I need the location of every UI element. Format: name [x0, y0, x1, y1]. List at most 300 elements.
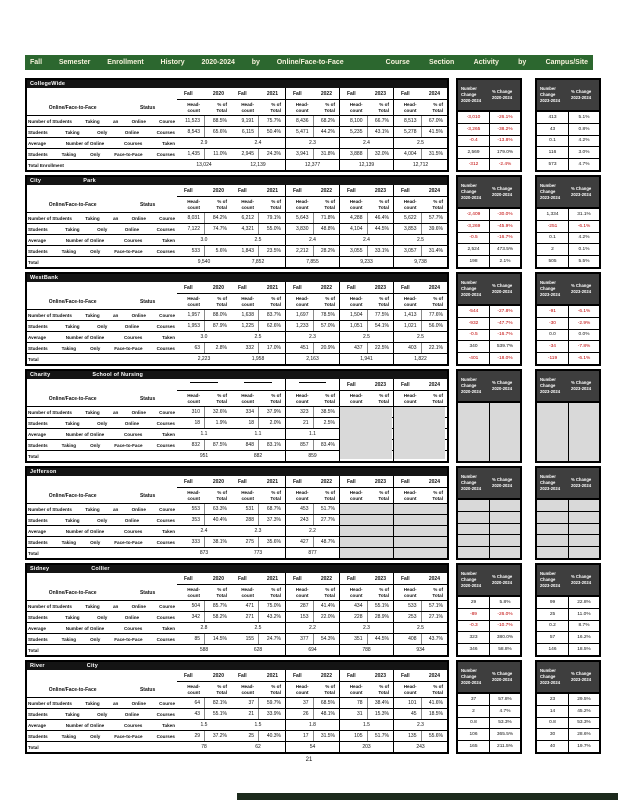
change-row [537, 112, 599, 123]
headcount-header-line: count [187, 592, 200, 598]
pct-value: 18.5% [421, 709, 448, 719]
pct-value: 68.5% [313, 698, 340, 708]
row-label-word: Course [159, 215, 175, 221]
data-group [393, 257, 447, 267]
pct-header-line: Total [378, 495, 389, 501]
pct-value: 59.7% [258, 698, 285, 708]
data-group [231, 235, 285, 245]
data-group [177, 246, 231, 256]
year-label [177, 282, 231, 294]
headcount-header-line: count [349, 107, 363, 113]
data-group [393, 116, 447, 126]
number-change-value: 146 [548, 647, 557, 653]
year-subheader-group [285, 682, 339, 697]
headcount-value: 1,413 [403, 312, 417, 318]
pct-value: 68.2% [313, 116, 340, 126]
pct-value: 88.5% [204, 116, 231, 126]
change-row [537, 243, 599, 255]
subheader-row [27, 391, 447, 407]
change-panel-header [458, 565, 520, 597]
missing-change-cell [537, 535, 568, 546]
row-label-word: Only [97, 711, 108, 717]
change-row [458, 158, 520, 170]
row-label-word: Online [124, 420, 140, 426]
year-term: Fall [347, 90, 356, 97]
year-term: Fall [401, 90, 410, 97]
row-label [27, 257, 177, 267]
data-group [285, 332, 339, 342]
headcount-value: 37 [248, 700, 254, 706]
year-label [177, 379, 231, 391]
headcount-value: 3,057 [403, 248, 417, 254]
number-change-header-line: Number [540, 474, 556, 480]
number-change-header-line: Change [461, 189, 477, 195]
pct-header-line: % of [217, 101, 227, 107]
number-change-header-line: Change [540, 480, 556, 486]
campus-name-word: WestBank [30, 275, 59, 281]
pct-value: 27.1% [421, 612, 448, 622]
headcount-value: 63 [194, 345, 200, 351]
enrollment-table [25, 369, 449, 463]
pct-value: 62.6% [258, 321, 285, 331]
change-panel [535, 563, 601, 657]
value-cell: 951 [199, 453, 209, 459]
title-word: Course [385, 59, 410, 66]
pct-value: 31.8% [313, 149, 340, 159]
data-group [231, 634, 285, 644]
change-row [458, 112, 520, 123]
number-change-value: 14 [549, 708, 556, 714]
table-row [27, 331, 447, 342]
change-row [458, 243, 520, 255]
headcount-header [394, 682, 421, 697]
row-label [27, 321, 177, 331]
year-value: 2020 [212, 478, 224, 485]
row-label-word: Taking [61, 248, 77, 254]
row-label [27, 698, 177, 708]
data-group [177, 160, 231, 170]
year-term: Fall [347, 381, 356, 388]
data-group [231, 709, 285, 719]
table-row [27, 159, 447, 170]
year-term: Fall [401, 187, 410, 194]
number-change-header-line: Change [461, 383, 477, 389]
pct-header-line: % of [325, 101, 335, 107]
table-row [27, 116, 447, 126]
pct-value: 58.2% [204, 612, 231, 622]
headcount-header-line: count [241, 204, 254, 210]
year-subheader-group [393, 391, 447, 406]
row-label-word: Number of Online [65, 237, 105, 243]
number-change-header-line: Number [461, 86, 477, 92]
pct-header [204, 391, 231, 406]
title-word: by [251, 59, 260, 66]
pct-value: 46.4% [367, 213, 394, 223]
pct-change-value: 539.7% [489, 341, 520, 352]
row-label-word: an [112, 215, 119, 221]
campus-name-word: School of Nursing [92, 372, 144, 378]
data-group [231, 440, 285, 450]
data-group [231, 742, 285, 752]
campus-section [25, 175, 600, 269]
row-label-word: Taking [61, 442, 77, 448]
pct-change-value: 19.7% [568, 741, 599, 752]
data-group [285, 149, 339, 159]
number-change-header-line: Change [461, 92, 477, 98]
pct-header-line: Total [270, 689, 281, 695]
value-cell: 2.2 [309, 528, 316, 534]
row-label-word: an [112, 118, 119, 124]
number-change-header-line: Change [540, 286, 556, 292]
headcount-header-line: count [241, 495, 254, 501]
data-group [177, 429, 231, 439]
headcount-value: 4,288 [349, 215, 363, 221]
table-row [27, 741, 447, 752]
pct-change-header-line: % Change [492, 671, 513, 677]
data-group [285, 709, 339, 719]
pct-header-line: % of [217, 683, 227, 689]
row-label-word: Taking [65, 614, 80, 620]
data-group [285, 537, 339, 547]
year-term: Fall [184, 478, 193, 485]
pct-header-line: % of [433, 392, 443, 398]
year-header-row [27, 88, 447, 100]
data-group [339, 515, 393, 525]
data-group [231, 127, 285, 137]
row-label-word: Students [28, 151, 48, 157]
row-label-word: Online [124, 614, 140, 620]
data-group [285, 526, 339, 536]
number-change-value: 198 [469, 259, 478, 265]
year-term: Fall [184, 672, 193, 679]
pct-change-value: 31.1% [568, 209, 599, 220]
headcount-value: 155 [245, 636, 254, 642]
number-change-value: 57 [549, 635, 556, 641]
pct-value: 22.5% [367, 343, 394, 353]
headcount-header-line: Head- [349, 198, 363, 204]
pct-change-header-line: 2023-2024 [571, 677, 592, 682]
headcount-value: 533 [191, 248, 200, 254]
change-panel [456, 466, 522, 560]
headcount-header-line: count [403, 495, 417, 501]
row-label-word: Taking [61, 636, 77, 642]
headcount-header [231, 391, 258, 406]
pct-value: 71.8% [313, 213, 340, 223]
year-value: 2021 [266, 284, 278, 291]
data-group [177, 257, 231, 267]
change-row [458, 209, 520, 220]
year-subheader-group [285, 585, 339, 600]
row-label [27, 504, 177, 514]
headcount-header [286, 682, 313, 697]
row-label-word: Average [28, 528, 46, 534]
row-label [27, 224, 177, 234]
year-value: 2021 [266, 672, 278, 679]
title-word: Fall [30, 59, 43, 66]
row-label-word: Average [28, 140, 46, 146]
pct-change-header-line: % Change [571, 89, 592, 95]
status-label: Online/Face-to-Face [48, 298, 97, 305]
campus-name-word: City [86, 663, 98, 669]
pct-change-header-line: 2020-2024 [492, 580, 513, 585]
pct-header-line: Total [432, 592, 443, 598]
year-subheader-group [339, 682, 393, 697]
pct-header [421, 100, 448, 115]
subheader-row [27, 488, 447, 504]
value-cell: 1.5 [254, 722, 262, 728]
number-change-value: 0.1 [549, 138, 556, 144]
headcount-header [231, 585, 258, 600]
missing-change-cell [489, 512, 520, 523]
headcount-header-line: Head- [403, 392, 417, 398]
headcount-value: 553 [191, 506, 200, 512]
year-label [339, 573, 393, 585]
pct-header-line: Total [432, 204, 443, 210]
pct-header [421, 585, 448, 600]
pct-value: 65.6% [204, 127, 231, 137]
data-group [231, 537, 285, 547]
year-label [393, 573, 447, 585]
number-change-header [458, 468, 489, 498]
data-group [285, 429, 339, 439]
headcount-header-line: count [403, 301, 417, 307]
headcount-header-line: count [403, 592, 417, 598]
status-header [27, 294, 177, 309]
headcount-header-line: count [295, 592, 309, 598]
row-label-word: Courses [156, 614, 175, 620]
pct-change-header-line: % Change [571, 574, 592, 580]
pct-value: 2.5% [313, 418, 340, 428]
year-label [231, 670, 285, 682]
number-change-header-line: 2023-2024 [540, 388, 561, 394]
headcount-value: 29 [194, 733, 200, 739]
year-term: Fall [293, 672, 302, 679]
row-label-word: Courses [156, 517, 175, 523]
data-group [231, 601, 285, 611]
headcount-header [394, 197, 421, 212]
year-term: Fall [401, 478, 410, 485]
year-value: 2021 [266, 90, 278, 97]
change-panel-body [537, 209, 599, 267]
change-row [458, 694, 520, 705]
year-header-row [27, 185, 447, 197]
row-label-word: Number of Online [65, 625, 105, 631]
headcount-value: 427 [300, 539, 309, 545]
row-label [27, 451, 177, 461]
row-label-word: Online [124, 711, 140, 717]
year-value: 2023 [374, 381, 386, 388]
number-change-header-line: Number [540, 668, 556, 674]
year-header-row [27, 379, 447, 391]
data-group [339, 548, 393, 558]
change-row [537, 232, 599, 244]
year-term: Fall [238, 575, 247, 582]
pct-change-value: -30.0% [489, 209, 520, 220]
change-panel [535, 369, 601, 463]
headcount-value: 8,543 [187, 129, 200, 135]
value-cell: 9,540 [197, 259, 211, 265]
pct-change-value: -6.1% [568, 306, 599, 317]
row-label-word: Course [159, 118, 175, 124]
value-cell: 2.5 [417, 237, 424, 243]
data-group [339, 354, 393, 364]
pct-header [367, 197, 394, 212]
status-header-spacer [27, 185, 177, 197]
data-group [231, 418, 285, 428]
pct-header [204, 488, 231, 503]
row-label-word: Taking [65, 129, 80, 135]
year-label [285, 282, 339, 294]
table-row [27, 148, 447, 159]
year-term: Fall [184, 575, 193, 582]
number-change-value: -932 [468, 320, 479, 326]
row-label [27, 332, 177, 342]
headcount-header [340, 391, 367, 406]
year-subheader-group [393, 294, 447, 309]
title-word: Section [429, 59, 455, 66]
data-group [177, 698, 231, 708]
title-word: by [518, 59, 527, 66]
number-change-value: 413 [548, 114, 557, 120]
pct-header [313, 585, 340, 600]
pct-value: 55.6% [421, 731, 448, 741]
row-label-word: Online [124, 129, 140, 135]
pct-value: 57.1% [421, 601, 448, 611]
pct-change-value: -47.7% [489, 318, 520, 329]
headcount-header [340, 294, 367, 309]
row-label [27, 343, 177, 353]
pct-header-line: % of [271, 683, 281, 689]
row-label-word: Courses [156, 345, 175, 351]
table-row [27, 310, 447, 320]
missing-change-cell [458, 535, 489, 546]
headcount-value: 6,115 [241, 129, 254, 135]
year-value: 2024 [428, 478, 440, 485]
row-label-word: Taking [85, 603, 100, 609]
change-row [537, 329, 599, 341]
missing-change-cell [489, 403, 520, 461]
campus-name-word: Sidney [30, 566, 50, 572]
data-group [177, 731, 231, 741]
number-change-header-line: 2020-2024 [461, 194, 482, 200]
row-label-word: Taking [85, 700, 100, 706]
table-row [27, 504, 447, 514]
value-cell: 788 [362, 647, 371, 653]
headcount-value: 7,122 [187, 226, 200, 232]
change-row [537, 158, 599, 170]
pct-change-header-line: % Change [492, 380, 513, 386]
row-label-word: Students [28, 539, 48, 545]
pct-header-line: Total [324, 204, 335, 210]
number-change-header-line: Number [461, 668, 477, 674]
headcount-header [177, 294, 204, 309]
row-label-word: Number of Students [28, 118, 72, 124]
number-change-value: 0.0 [549, 332, 556, 338]
data-group [285, 310, 339, 320]
headcount-value: 408 [408, 636, 417, 642]
pct-change-value: -2.9% [568, 318, 599, 329]
data-group [393, 224, 447, 234]
pct-change-header-line: % Change [571, 380, 592, 386]
value-cell: 54 [309, 744, 316, 750]
year-subheader-group [177, 197, 231, 212]
headcount-header-line: count [241, 107, 254, 113]
value-cell: 2.3 [417, 722, 424, 728]
row-label [27, 526, 177, 536]
year-label [285, 185, 339, 197]
pct-change-header [568, 274, 599, 304]
row-label-word: Face-to-Face [114, 733, 143, 739]
change-row [537, 597, 599, 608]
number-change-value: 43 [549, 126, 556, 132]
number-change-header [537, 468, 568, 498]
row-label [27, 418, 177, 428]
value-cell: 12,139 [250, 162, 266, 168]
data-group [393, 709, 447, 719]
row-label [27, 731, 177, 741]
row-label-word: Taking [61, 733, 77, 739]
pct-value: 41.4% [313, 601, 340, 611]
pct-change-value: -10.7% [489, 621, 520, 632]
pct-header-line: % of [433, 101, 443, 107]
data-group [285, 127, 339, 137]
number-change-header-line: Number [461, 474, 477, 480]
campus-section [25, 369, 600, 463]
data-group [393, 537, 447, 547]
pct-header-line: % of [379, 392, 389, 398]
pct-change-header-line: 2023-2024 [571, 192, 592, 197]
data-group [177, 407, 231, 417]
status-header [27, 488, 177, 503]
number-change-header-line: Change [540, 189, 556, 195]
data-group [393, 548, 447, 558]
missing-change-cell [458, 524, 489, 535]
change-panel-body [537, 500, 599, 558]
headcount-header-line: Head- [295, 683, 309, 689]
pct-change-header [489, 80, 520, 110]
data-group [285, 354, 339, 364]
pct-value: 44.5% [367, 224, 394, 234]
row-label-word: Face-to-Face [114, 636, 143, 642]
year-header-row [27, 670, 447, 682]
headcount-header-line: count [187, 689, 200, 695]
value-cell: 877 [308, 550, 317, 556]
status-label: Online/Face-to-Face [48, 589, 97, 596]
change-row [458, 597, 520, 608]
headcount-value: 310 [191, 409, 200, 415]
headcount-header [231, 197, 258, 212]
data-group [177, 354, 231, 364]
pct-value: 41.6% [421, 698, 448, 708]
data-group [177, 116, 231, 126]
headcount-value: 1,957 [187, 312, 200, 318]
change-row [537, 209, 599, 220]
value-cell: 62 [255, 744, 261, 750]
row-label-word: Total [28, 647, 39, 653]
pct-header [204, 197, 231, 212]
status-label: Online/Face-to-Face [48, 492, 97, 499]
row-label-word: Courses [123, 334, 143, 340]
headcount-header [340, 682, 367, 697]
data-group [231, 504, 285, 514]
change-row [537, 500, 599, 511]
pct-change-value: 5.8% [489, 597, 520, 608]
status-header [27, 391, 177, 406]
pct-header-line: % of [433, 489, 443, 495]
row-label-word: Students [28, 636, 48, 642]
data-group [231, 526, 285, 536]
table-row [27, 730, 447, 741]
